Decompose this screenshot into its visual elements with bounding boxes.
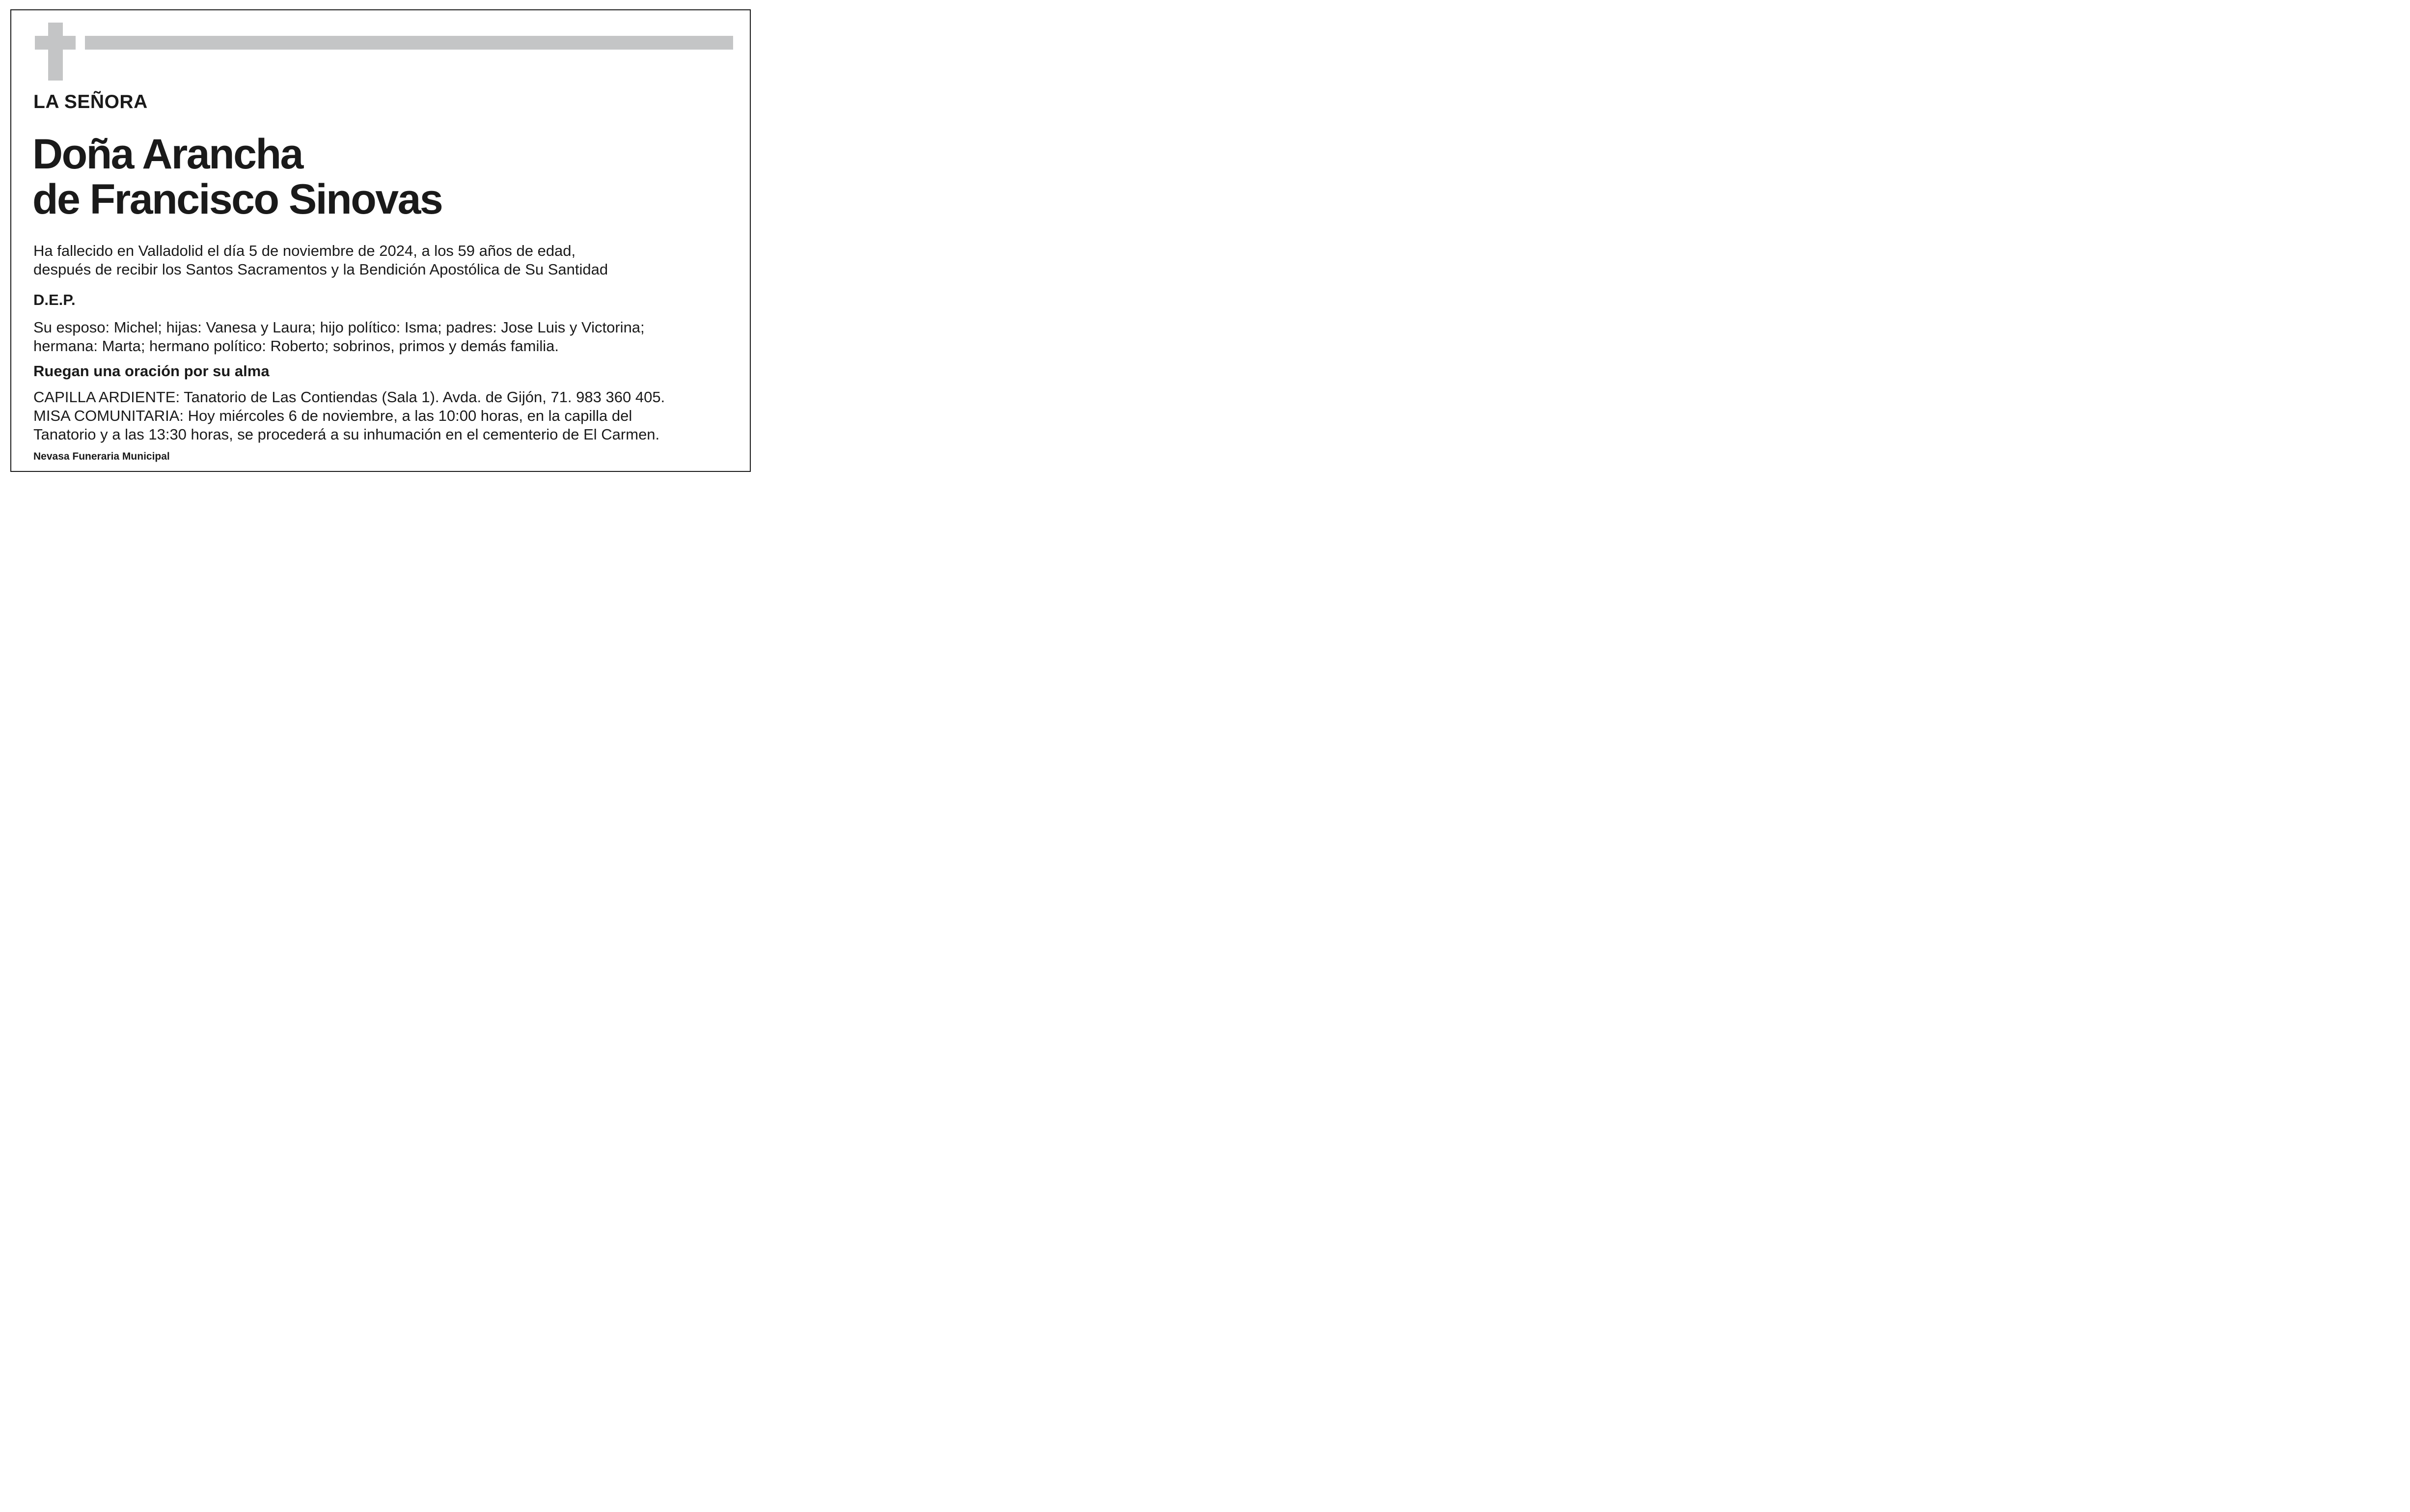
announcement-line2: después de recibir los Santos Sacramentos y la Bendición Apostólica de Su Santidad	[33, 261, 608, 278]
deceased-name-line1: Doña Arancha	[32, 131, 302, 178]
details-line2: MISA COMUNITARIA: Hoy miércoles 6 de noviembre, a las 10:00 horas, en la capilla del	[33, 407, 632, 424]
details-line1: CAPILLA ARDIENTE: Tanatorio de Las Contiendas (Sala 1). Avda. de Gijón, 71. 983 360 405.	[33, 388, 665, 406]
family-line2: hermana: Marta; hermano político: Roberto; sobrinos, primos y demás familia.	[33, 337, 559, 355]
title-prefix: LA SEÑORA	[33, 91, 148, 112]
prayer-request: Ruegan una oración por su alma	[33, 362, 270, 380]
funeral-home-name: Nevasa Funeraria Municipal	[33, 451, 170, 462]
cross-horizontal-beam	[35, 36, 76, 50]
announcement-line1: Ha fallecido en Valladolid el día 5 de noviembre de 2024, a los 59 años de edad,	[33, 242, 576, 259]
cross-vertical-beam	[48, 23, 63, 81]
family-line1: Su esposo: Michel; hijas: Vanesa y Laura; hijo político: Isma; padres: Jose Luis y Victorina;	[33, 319, 645, 336]
dep-label: D.E.P.	[33, 291, 76, 308]
header-divider-bar	[85, 36, 733, 50]
family-list	[33, 318, 645, 356]
deceased-name	[32, 132, 442, 222]
details-line3: Tanatorio y a las 13:30 horas, se procederá a su inhumación en el cementerio de El Carmen.	[33, 426, 660, 443]
funeral-details	[33, 388, 665, 444]
death-announcement	[33, 242, 608, 279]
deceased-name-line2: de Francisco Sinovas	[32, 176, 442, 223]
